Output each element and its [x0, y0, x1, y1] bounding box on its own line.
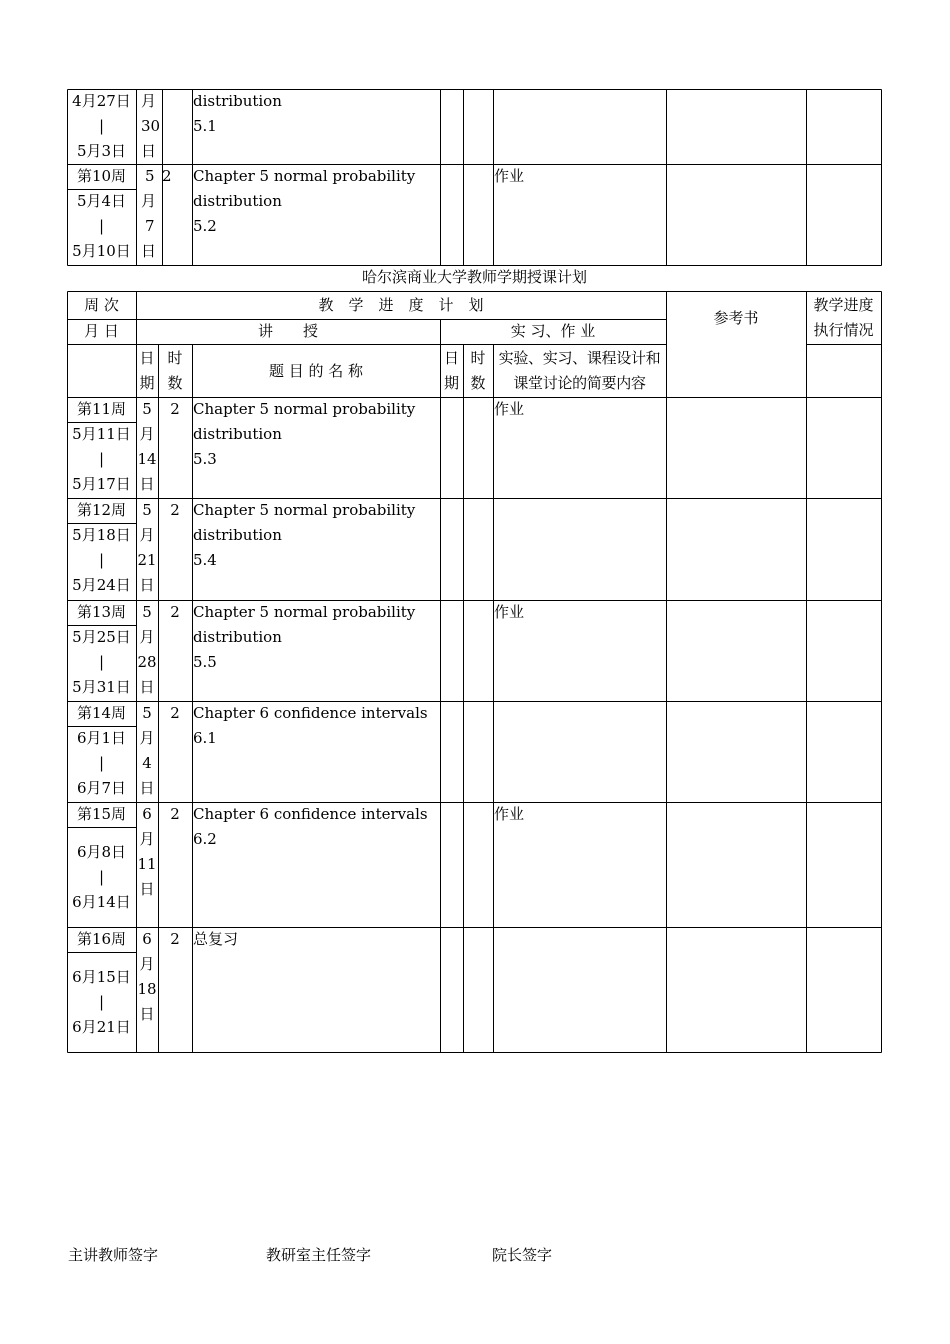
header-month-day: 月 日 [84, 322, 119, 340]
topic-line: distribution [193, 628, 282, 646]
day-line: 6 [142, 930, 152, 948]
day-line: 28 [137, 653, 157, 671]
topic-line: Chapter 5 normal probability [193, 167, 416, 185]
hours-value: 2 [170, 805, 180, 823]
date-line: 5月24日 [72, 576, 131, 594]
header-progress: 教学进度 执行情况 [813, 296, 874, 339]
date-line: | [98, 450, 105, 468]
date-line: 5月4日 [76, 192, 127, 210]
topic-line: Chapter 5 normal probability [193, 501, 416, 519]
dean-signature-label: 院长签字 [492, 1246, 553, 1264]
date-line: 4月27日 [72, 92, 131, 110]
date-line: | [98, 868, 105, 886]
date-line: | [98, 993, 105, 1011]
day-line: 21 [137, 551, 157, 569]
day-line: 月 [139, 526, 155, 544]
topic-line: Chapter 6 confidence intervals [193, 704, 428, 722]
hours-value: 2 [170, 930, 180, 948]
header-practice-content: 实验、实习、课程设计和 课堂讨论的简要内容 [498, 349, 661, 392]
topic-line: distribution [193, 526, 282, 544]
topic-line: 5.5 [193, 653, 217, 671]
week-label: 第16周 [76, 930, 127, 948]
hours-value: 2 [170, 400, 180, 418]
homework-label: 作业 [494, 167, 525, 185]
day-line: 日 [139, 1005, 155, 1023]
topic-line: distribution [193, 425, 282, 443]
header-date-2: 日 期 [443, 349, 459, 392]
day-line: 月 [139, 830, 155, 848]
header-topic: 题 目 的 名 称 [268, 362, 364, 380]
day-line: 日 [139, 880, 155, 898]
date-line: | [98, 653, 105, 671]
hours-value: 2 [162, 167, 172, 185]
day-line: 月 [139, 628, 155, 646]
date-line: | [98, 217, 105, 235]
day-line: 日 [141, 142, 157, 160]
topic-line: 6.1 [193, 729, 217, 747]
header-date: 日 期 [139, 349, 155, 392]
homework-label: 作业 [494, 805, 525, 823]
week-label: 第12周 [76, 501, 127, 519]
day-line: 日 [139, 779, 155, 797]
date-line: 5月3日 [76, 142, 127, 160]
date-line: 5月10日 [72, 242, 131, 260]
day-line: 日 [139, 576, 155, 594]
day-line: 5 [145, 167, 155, 185]
day-line: 月 [139, 425, 155, 443]
date-line: 5月31日 [72, 678, 131, 696]
day-line: 日 [139, 678, 155, 696]
date-line: 5月11日 [72, 425, 131, 443]
topic-line: distribution [193, 92, 282, 110]
date-line: | [98, 117, 105, 135]
day-line: 4 [142, 754, 152, 772]
day-line: 30 [141, 117, 161, 135]
hours-value: 2 [170, 704, 180, 722]
header-reference: 参考书 [713, 309, 759, 327]
topic-line: 5.4 [193, 551, 217, 569]
week-label: 第15周 [76, 805, 127, 823]
date-line: | [98, 551, 105, 569]
day-line: 日 [139, 475, 155, 493]
topic-line: distribution [193, 192, 282, 210]
topic-line: 5.3 [193, 450, 217, 468]
day-line: 日 [141, 242, 157, 260]
topic-line: 5.2 [193, 217, 217, 235]
date-line: | [98, 754, 105, 772]
date-line: 6月14日 [72, 893, 131, 911]
week-label: 第10周 [76, 167, 127, 185]
topic-line: Chapter 5 normal probability [193, 603, 416, 621]
day-line: 5 [142, 501, 152, 519]
week-label: 第14周 [76, 704, 127, 722]
topic-line: Chapter 6 confidence intervals [193, 805, 428, 823]
date-line: 6月1日 [76, 729, 127, 747]
date-line: 6月21日 [72, 1018, 131, 1036]
topic-line: 6.2 [193, 830, 217, 848]
header-lecture: 讲 授 [257, 322, 318, 340]
header-hours-2: 时 数 [470, 349, 486, 392]
department-head-signature-label: 教研室主任签字 [266, 1246, 372, 1264]
header-week: 周 次 [84, 296, 119, 314]
day-line: 月 [139, 729, 155, 747]
day-line: 5 [142, 400, 152, 418]
day-line: 14 [137, 450, 157, 468]
day-line: 月 [139, 955, 155, 973]
hours-value: 2 [170, 603, 180, 621]
date-line: 5月25日 [72, 628, 131, 646]
topic-line: 5.1 [193, 117, 217, 135]
topic-line: Chapter 5 normal probability [193, 400, 416, 418]
page-title: 哈尔滨商业大学教师学期授课计划 [361, 268, 587, 286]
lecturer-signature-label: 主讲教师签字 [68, 1246, 159, 1264]
date-line: 6月15日 [72, 968, 131, 986]
day-line: 11 [137, 855, 157, 873]
day-line: 月 [141, 192, 157, 210]
day-line: 7 [145, 217, 155, 235]
date-line: 5月17日 [72, 475, 131, 493]
date-line: 5月18日 [72, 526, 131, 544]
header-plan: 教 学 进 度 计 划 [318, 296, 484, 314]
topic-line: 总复习 [193, 930, 239, 948]
day-line: 月 [141, 92, 157, 110]
week-label: 第11周 [76, 400, 127, 418]
date-line: 6月8日 [76, 843, 127, 861]
day-line: 6 [142, 805, 152, 823]
header-practice: 实 习、作 业 [510, 322, 596, 340]
day-line: 18 [137, 980, 157, 998]
date-line: 6月7日 [76, 779, 127, 797]
week-label: 第13周 [76, 603, 127, 621]
day-line: 5 [142, 704, 152, 722]
hours-value: 2 [170, 501, 180, 519]
day-line: 5 [142, 603, 152, 621]
homework-label: 作业 [494, 603, 525, 621]
header-hours: 时 数 [167, 349, 183, 392]
homework-label: 作业 [494, 400, 525, 418]
